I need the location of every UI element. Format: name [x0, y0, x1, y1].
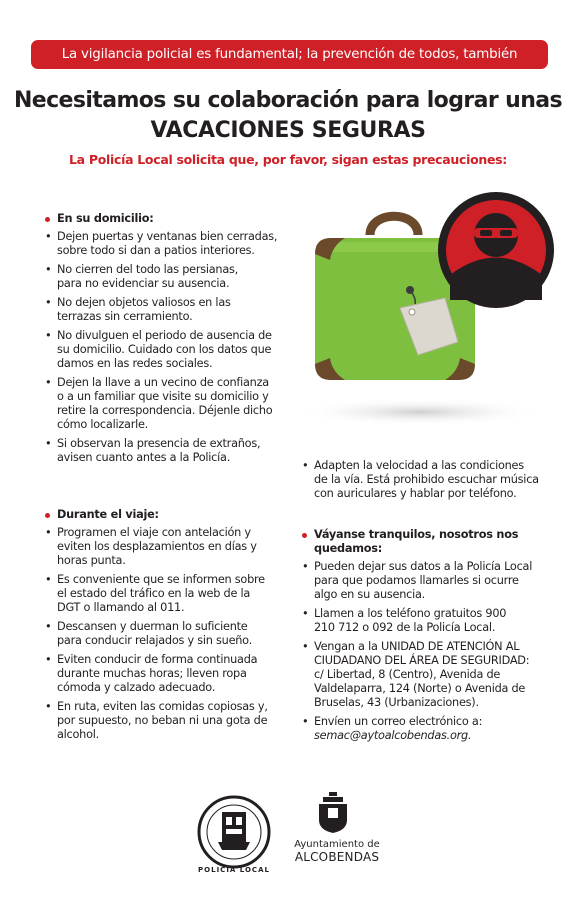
list-item — [301, 640, 551, 710]
list-item-line: Valdelaparra, 124 (Norte) o Avenida de — [314, 682, 526, 695]
list-item — [44, 230, 294, 258]
list-item — [301, 560, 551, 602]
ayuntamiento-crest-icon — [316, 792, 350, 834]
list-item-line: • En ruta, eviten las comidas copiosas y, — [57, 700, 268, 713]
section-heading — [301, 528, 551, 556]
top-banner: La vigilancia policial es fundamental; la prevención de todos, también — [31, 40, 548, 69]
list-item — [44, 653, 294, 695]
list-item-line: eviten los desplazamientos en días y — [57, 540, 257, 553]
policia-local-logo — [196, 790, 272, 874]
tranquilos-list — [301, 560, 551, 710]
list-item-line: • No divulguen el periodo de ausencia de — [57, 329, 272, 342]
page-title-line2: VACACIONES SEGURAS — [150, 118, 426, 143]
ayto-line2: ALCOBENDAS — [294, 850, 380, 864]
list-item — [44, 526, 294, 568]
list-item-line: horas punta. — [57, 554, 126, 567]
thief-icon — [438, 192, 554, 308]
list-item-line: cómo localizarle. — [57, 418, 149, 431]
section-heading: Durante el viaje: — [44, 508, 294, 522]
list-item-line: • Dejen la llave a un vecino de confianza — [57, 376, 269, 389]
list-item-line: c/ Libertad, 8 (Centro), Avenida de — [314, 668, 501, 681]
ayto-line1: Ayuntamiento de — [294, 839, 380, 850]
list-item — [301, 459, 551, 501]
list-item-line: • Programen el viaje con antelación y — [57, 526, 251, 539]
list-item-line: damos en las redes sociales. — [57, 357, 213, 370]
subtitle: La Policía Local solicita que, por favor, sigan estas precauciones: — [69, 152, 507, 167]
section-tranquilos — [301, 528, 551, 748]
list-item — [301, 715, 551, 743]
list-item-line: algo en su ausencia. — [314, 588, 426, 601]
section-velocidad — [301, 459, 551, 506]
heading-line: Váyanse tranquilos, nosotros nos — [314, 528, 519, 541]
list-item-line: sobre todo si dan a patios interiores. — [57, 244, 255, 257]
list-item-line: • Eviten conducir de forma continuada — [57, 653, 258, 666]
list-item-line: para conducir relajados y sin sueño. — [57, 634, 252, 647]
list-item-line: terrazas sin cerramiento. — [57, 310, 193, 323]
list-item-line: • Envíen un correo electrónico a: — [314, 715, 483, 728]
list-item — [44, 329, 294, 371]
list-item-line: de la vía. Está prohibido escuchar música — [314, 473, 539, 486]
list-item-line: para no evidenciar su ausencia. — [57, 277, 230, 290]
ayuntamiento-logo-text — [292, 838, 382, 864]
list-item-line: durante muchas horas; lleven ropa — [57, 667, 247, 680]
list-item — [44, 376, 294, 432]
page-title-line1: Necesitamos su colaboración para lograr unas — [13, 88, 563, 113]
domicilio-list — [44, 230, 294, 465]
velocidad-list — [301, 459, 551, 501]
list-item-line: alcohol. — [57, 728, 99, 741]
list-item-line: por supuesto, no beban ni una gota de — [57, 714, 268, 727]
list-item-line: • Pueden dejar sus datos a la Policía Local — [314, 560, 533, 573]
list-item — [301, 607, 551, 635]
list-item — [44, 437, 294, 465]
floor-shadow — [300, 398, 545, 426]
list-item-line: el estado del tráfico en la web de la — [57, 587, 251, 600]
suitcase-illustration — [300, 190, 560, 430]
list-item-line: retire la correspondencia. Déjenle dicho — [57, 404, 273, 417]
policia-logo-text: POLICIA LOCAL — [198, 866, 270, 874]
section-heading: En su domicilio: — [44, 212, 294, 226]
email-link[interactable]: semac@aytoalcobendas.org. — [314, 729, 472, 742]
viaje-list — [44, 526, 294, 742]
list-item-line: • Si observan la presencia de extraños, — [57, 437, 261, 450]
list-item-line: • Dejen puertas y ventanas bien cerradas, — [57, 230, 278, 243]
list-item — [44, 700, 294, 742]
list-item-line: DGT o llamando al 011. — [57, 601, 185, 614]
list-item-line: cómoda y calzado adecuado. — [57, 681, 216, 694]
section-viaje — [44, 508, 294, 747]
list-item-line: • No cierren del todo las persianas, — [57, 263, 238, 276]
list-item-line: Bruselas, 43 (Urbanizaciones). — [314, 696, 479, 709]
list-item-line: • Adapten la velocidad a las condiciones — [314, 459, 524, 472]
list-item-line: • No dejen objetos valiosos en las — [57, 296, 231, 309]
heading-line: quedamos: — [314, 542, 383, 555]
list-item-line: • Vengan a la UNIDAD DE ATENCIÓN AL — [314, 640, 520, 653]
list-item — [44, 620, 294, 648]
list-item-line: su domicilio. Cuidado con los datos que — [57, 343, 272, 356]
list-item-line: • Descansen y duerman lo suficiente — [57, 620, 248, 633]
list-item — [44, 573, 294, 615]
list-item-line: avisen cuanto antes a la Policía. — [57, 451, 231, 464]
list-item-line: • Es conveniente que se informen sobre — [57, 573, 265, 586]
list-item-line: CIUDADANO DEL ÁREA DE SEGURIDAD: — [314, 654, 530, 667]
list-item-line: • Llamen a los teléfono gratuitos 900 — [314, 607, 507, 620]
list-item-line: para que podamos llamarles si ocurre — [314, 574, 519, 587]
section-domicilio — [44, 212, 294, 470]
list-item-line: o a un familiar que visite su domicilio y — [57, 390, 269, 403]
list-item — [44, 263, 294, 291]
list-item — [44, 296, 294, 324]
list-item-line: con auriculares y hablar por teléfono. — [314, 487, 517, 500]
list-item-line: 210 712 o 092 de la Policía Local. — [314, 621, 496, 634]
